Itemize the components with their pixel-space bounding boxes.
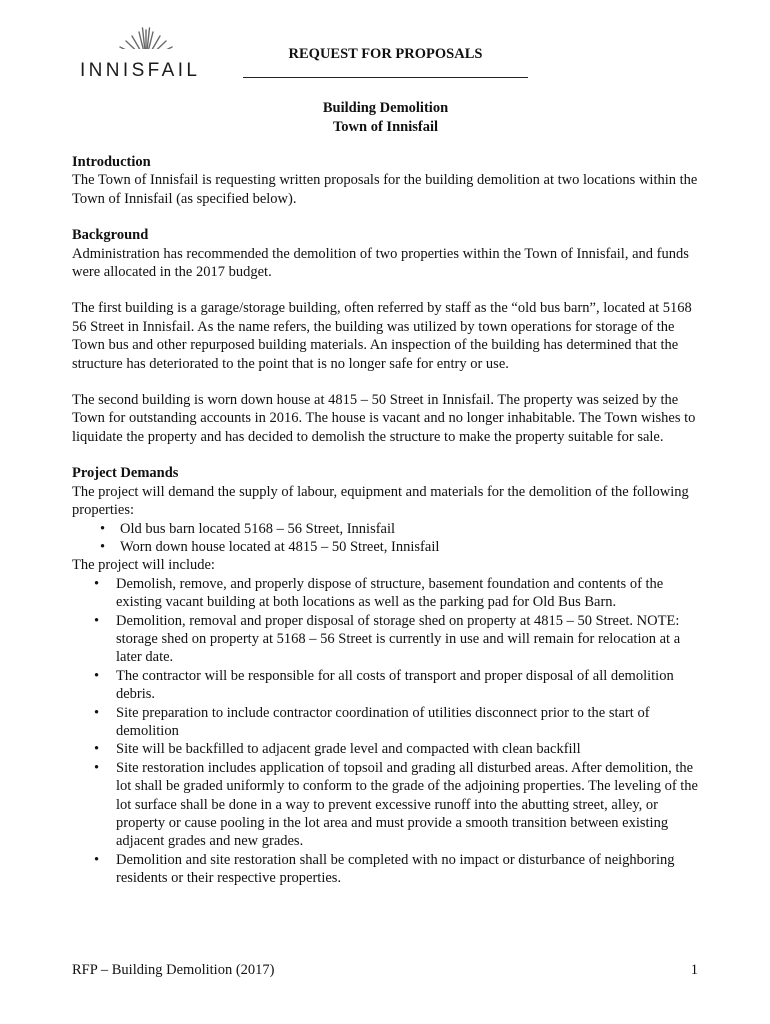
list-item: • Demolish, remove, and properly dispose of structure, basement foundation and contents of the existing vacant building at both locations as well as the parking pad for Old Bus Barn. [116,575,708,612]
background-paragraph: Administration has recommended the demolition of two properties within the Town of Innisfail, and funds were allocated in the 2017 budget. [72,245,689,281]
logo-wordmark: INNISFAIL [80,60,201,81]
rfp-title: REQUEST FOR PROPOSALS [288,46,483,62]
background-paragraph: The first building is a garage/storage building, often referred by staff as the “old bus barn”, located at 5168 56 Street in Innisfail. As the name refers, the building was utilized by town operations for storage of the Town bus and other repurposed building materials. An inspection of the building has determined that the structure has deteriorated to the point that is no longer safe for entry or use. [72,300,692,372]
project-demands-intro: The project will demand the supply of labour, equipment and materials for the demolition of the following properties: [72,483,689,519]
list-item: • Old bus barn located 5168 – 56 Street, Innisfail [120,520,708,538]
background-heading: Background [72,227,149,244]
property-list [72,520,708,557]
list-item: • Site restoration includes application of topsoil and grading all disturbed areas. After demolition, the lot shall be graded uniformly to conform to the grade of the adjoining properties. The leveling of the lot surface shall be done in a way to prevent excessive runoff into the abutting street, alley, or property or cause pooling in the lot area and must provide a smooth transition between existing adjacent grades and new grades. [116,759,708,851]
title-rule [243,77,528,78]
include-label: The project will include: [72,557,215,574]
title-line-1: Building Demolition [322,100,449,116]
list-item: • The contractor will be responsible for all costs of transport and proper disposal of all demolition debris. [116,667,708,704]
innisfail-logo [76,26,216,82]
introduction-text: The Town of Innisfail is requesting written proposals for the building demolition at two locations within the Town of Innisfail (as specified below). [72,172,698,207]
background-paragraph: The second building is worn down house at 4815 – 50 Street in Innisfail. The property was seized by the Town for outstanding accounts in 2016. The house is vacant and no longer inhabitable. The Town wishes to liquidate the property and has decided to demolish the structure to make the property suitable for sale. [72,392,696,445]
list-item: • Site preparation to include contractor coordination of utilities disconnect prior to the start of demolition [116,704,708,741]
list-item: • Worn down house located at 4815 – 50 Street, Innisfail [120,538,708,556]
document-body [72,153,708,888]
footer-title: RFP – Building Demolition (2017) [72,962,275,978]
project-demands-heading: Project Demands [72,465,179,482]
sunburst-icon [106,26,186,62]
document-title [243,99,528,137]
list-item: • Demolition, removal and proper disposal of storage shed on property at 4815 – 50 Street. NOTE: storage shed on property at 5168 – 56 Street is currently in use and will remain for relocation at a later date. [116,612,708,667]
list-item: • Demolition and site restoration shall be completed with no impact or disturbance of neighboring residents or their respective properties. [116,851,708,888]
scope-list [72,575,708,888]
page-number: 1 [690,962,698,978]
title-line-2: Town of Innisfail [332,119,439,135]
list-item: • Site will be backfilled to adjacent grade level and compacted with clean backfill [116,740,708,758]
introduction-heading: Introduction [72,154,151,170]
